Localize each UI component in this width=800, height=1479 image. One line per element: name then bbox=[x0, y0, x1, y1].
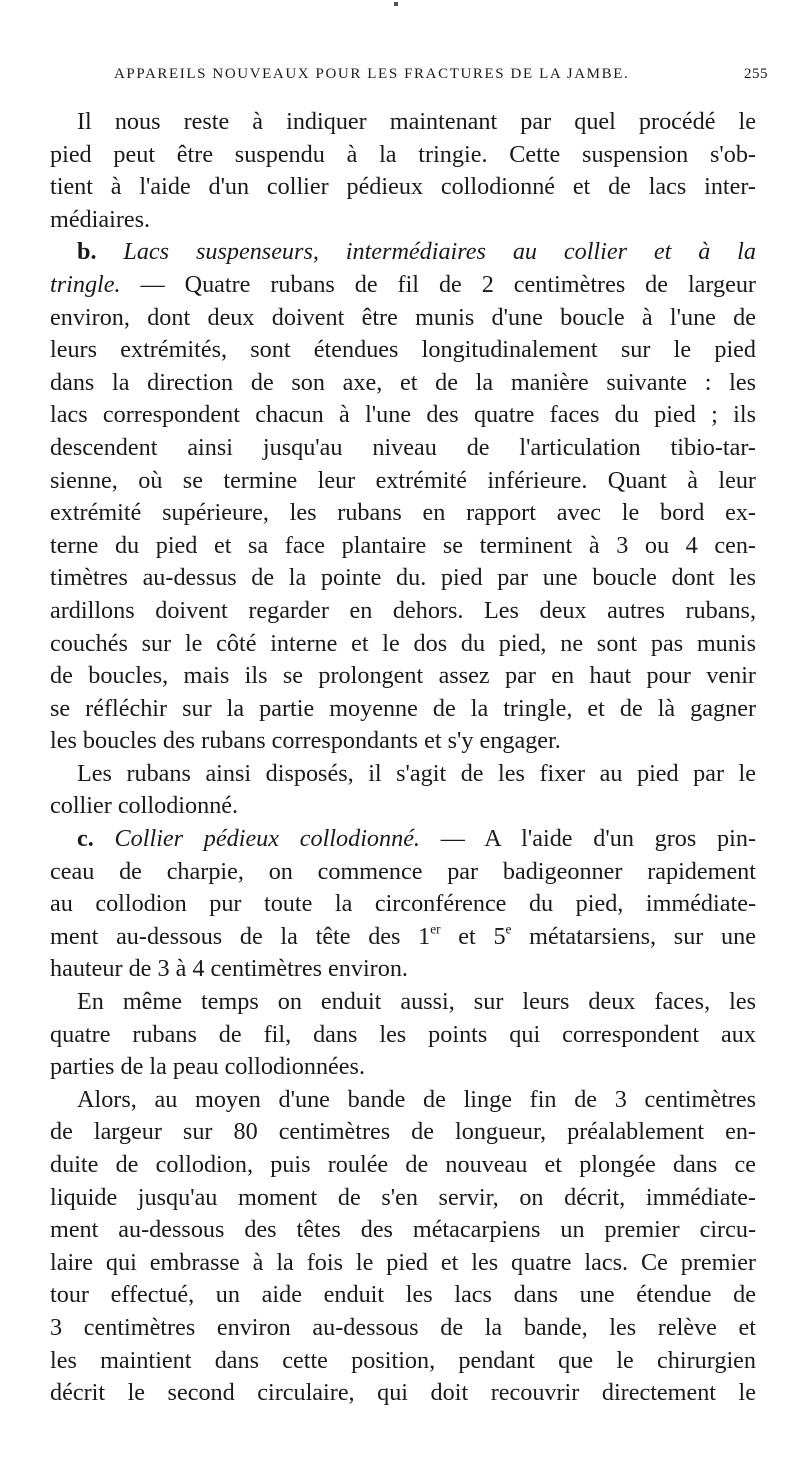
text-line: se réfléchir sur la partie moyenne de la tringle, et de là gagner bbox=[50, 694, 756, 722]
text-line: ment au-dessous des têtes des métacarpiens un premier circu- bbox=[50, 1216, 756, 1244]
section-c-title: Collier pédieux collodionné. bbox=[114, 825, 420, 853]
text-line: environ, dont deux doivent être munis d'une boucle à l'une de bbox=[50, 303, 756, 331]
text-line: lacs correspondent chacun à l'une des quatre faces du pied ; ils bbox=[50, 401, 756, 429]
text-line bbox=[50, 269, 756, 302]
section-c-heading-line bbox=[50, 823, 756, 856]
section-b-line-rest: — Quatre rubans de fil de 2 centimètres de largeur bbox=[120, 270, 756, 298]
section-c-line-rest: — A l'aide d'un gros pin- bbox=[419, 825, 756, 853]
text-line: descendent ainsi jusqu'au niveau de l'articulation tibio-tar- bbox=[50, 433, 756, 461]
section-b-title-end: tringle. bbox=[50, 270, 121, 298]
text-line: En même temps on enduit aussi, sur leurs deux faces, les bbox=[77, 988, 756, 1016]
text-line: les boucles des rubans correspondants et s'y engager. bbox=[50, 727, 561, 755]
superscript-e: e bbox=[505, 921, 512, 937]
text-line: duite de collodion, puis roulée de nouveau et plongée dans ce bbox=[50, 1151, 756, 1178]
text-line: ceau de charpie, on commence par badigeonner rapidement bbox=[50, 857, 756, 885]
section-c-marker: c. bbox=[77, 825, 94, 853]
text-line: liquide jusqu'au moment de s'en servir, on décrit, immédiate- bbox=[50, 1183, 756, 1211]
text-line: ardillons doivent regarder en dehors. Les deux autres rubans, bbox=[50, 596, 756, 624]
text-line: de boucles, mais ils se prolongent assez par en haut pour venir bbox=[50, 662, 756, 690]
text-line: tour effectué, un aide enduit les lacs dans une étendue de bbox=[50, 1281, 756, 1309]
text-fragment: et 5 bbox=[440, 922, 506, 950]
text-line: pied peut être suspendu à la tringie. Cette suspension s'ob- bbox=[50, 140, 756, 168]
text-line: Les rubans ainsi disposés, il s'agit de les fixer au pied par le bbox=[77, 759, 756, 787]
text-line: tient à l'aide d'un collier pédieux collodionné et de lacs inter- bbox=[50, 173, 756, 201]
text-line: leurs extrémités, sont étendues longitudinalement sur le pied bbox=[50, 336, 756, 364]
text-line: au collodion pur toute la circonférence du pied, immédiate- bbox=[50, 890, 756, 918]
text-line: couchés sur le côté interne et le dos du pied, ne sont pas munis bbox=[50, 629, 756, 657]
text-line: dans la direction de son axe, et de la manière suivante : les bbox=[50, 368, 756, 396]
page-header bbox=[114, 66, 768, 83]
text-line: de largeur sur 80 centimètres de longueur, préalablement en- bbox=[50, 1118, 756, 1146]
text-line: les maintient dans cette position, pendant que le chirurgien bbox=[50, 1346, 756, 1374]
text-line: 3 centimètres environ au-dessous de la bande, les relève et bbox=[50, 1313, 756, 1341]
text-line: médiaires. bbox=[50, 205, 151, 233]
text-line: hauteur de 3 à 4 centimètres environ. bbox=[50, 955, 408, 983]
text-line: terne du pied et sa face plantaire se terminent à 3 ou 4 cen- bbox=[50, 531, 756, 559]
text-line: timètres au-dessus de la pointe du. pied par une boucle dont les bbox=[50, 564, 756, 592]
text-line: sienne, où se termine leur extrémité inférieure. Quant à leur bbox=[50, 466, 756, 494]
section-b-title: Lacs suspenseurs, intermédiaires au collier et à la bbox=[123, 238, 756, 266]
text-line: décrit le second circulaire, qui doit recouvrir directement le bbox=[50, 1379, 756, 1407]
page-number: 255 bbox=[744, 66, 768, 82]
text-fragment: ment au-dessous de la tête des 1 bbox=[50, 922, 431, 950]
text-line: Il nous reste à indiquer maintenant par quel procédé le bbox=[77, 108, 756, 135]
text-line: parties de la peau collodionnées. bbox=[50, 1053, 365, 1081]
text-line: Alors, au moyen d'une bande de linge fin de 3 centimètres bbox=[77, 1085, 756, 1113]
body-text bbox=[50, 106, 756, 1410]
text-line: laire qui embrasse à la fois le pied et les quatre lacs. Ce premier bbox=[50, 1248, 756, 1276]
text-line-with-superscripts bbox=[50, 921, 756, 954]
text-fragment: métatarsiens, sur une bbox=[511, 922, 756, 950]
text-line: extrémité supérieure, les rubans en rapport avec le bord ex- bbox=[50, 499, 756, 527]
top-margin-mark bbox=[394, 2, 398, 6]
text-line: quatre rubans de fil, dans les points qui correspondent aux bbox=[50, 1020, 756, 1048]
section-b-marker: b. bbox=[77, 238, 97, 266]
running-title: APPAREILS NOUVEAUX POUR LES FRACTURES DE LA JAMBE. bbox=[114, 66, 630, 82]
text-line: collier collodionné. bbox=[50, 792, 239, 820]
superscript-er: er bbox=[430, 921, 441, 937]
section-b-heading-line bbox=[50, 236, 756, 269]
